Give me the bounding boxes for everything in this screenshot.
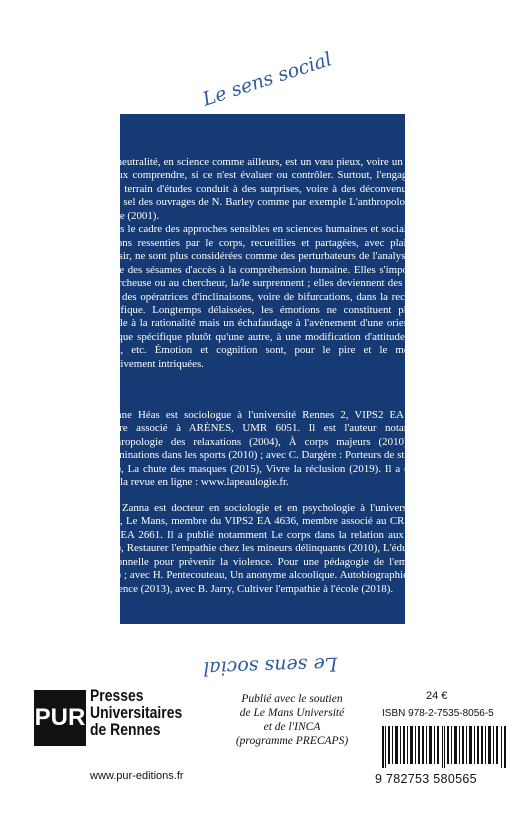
support-note-line1: Publié avec le soutien <box>241 693 343 705</box>
barcode <box>382 726 510 768</box>
publisher-name-line2: Universitaires <box>90 703 183 722</box>
author-bio-zanna: Omar Zanna est docteur en sociologie et en psychologie à l'université du Maine, Le Mans, membre du VIPS2 EA 4636, membre associé au CREN-Le Mans EA 2661. Il a publié notamment Le corps dans la relation aux autres (2015), Restaurer l'empathie chez les mineurs délinquants (2010), L'éducation émotionnelle pour prévenir la violence. Pour une pédagogie de l'empathie (2019) ; avec H. Pentecouteau, Un anonyme alcoolique. Autobiographie d'une abstinence (2013), avec B. Jarry, Cultiver l'empathie à l'école (2018). <box>92 501 434 595</box>
price: 24 € <box>426 690 448 702</box>
publisher-name-line1: Presses <box>90 686 144 705</box>
author-bio-1 <box>92 398 434 501</box>
support-note <box>222 692 362 748</box>
summary-paragraph-2: Dans le cadre des approches sensibles en sciences humaines et sociales, les émotions ressenties par le corps, recueillies et partagées, avec plaisir ou déplaisir, ne sont plus considérées comme des perturbateurs de l'analyse mais comme des sésames d'accès à la compréhension humaine. Elles s'imposent à la chercheuse ou au chercheur, la/le surprennent ; elles deviennent des guides utiles, des opératrices d'inclinaisons, voire de bifurcations, dans la recherche scientifique. Longtemps délaissées, les émotions ne constituent plus un obstacle à la rationalité mais un échafaudage à l'avènement d'une orientation théorique spécifique plutôt qu'une autre, à une modification d'attitude sur le terrain, etc. Émotion et cognition sont, pour le pire et le meilleur, définitivement intriquées. <box>92 223 434 370</box>
support-note-line3: et de l'INCA <box>263 721 321 733</box>
pur-logo: PUR <box>34 690 86 746</box>
publisher-name <box>90 686 183 739</box>
publisher-website: www.pur-editions.fr <box>90 770 184 782</box>
author-bio-heas: Stéphane Héas est sociologue à l'université Rennes 2, VIPS2 EA 4636, membre associé à ARÈNES, UMR 6051. Il est l'auteur notamment d'Anthropologie des relaxations (2004), À corps majeurs (2010), Les discriminations dans les sports (2010) ; avec C. Dargère : Porteurs de stigmate (2014), La chute des masques (2015), Vivre la réclusion (2019). Il a créé et dirige la revue en ligne : www.lapeaulogie.fr. <box>92 408 434 489</box>
isbn: ISBN 978-2-7535-8056-5 <box>382 708 494 719</box>
summary-text <box>92 156 434 371</box>
summary-paragraph-1: La neutralité, en science comme ailleurs, est un vœu pieux, voire un leurre, à mieux comprendre, si ce n'est évaluer ou contrôler. Surtout, l'engagement sur un terrain d'études conduit à des surprises, voire à des déconvenues qui font le sel des ouvrages de N. Barley comme par exemple L'anthropologue en déroute (2001). <box>92 156 434 222</box>
barcode-number: 9 782753 580565 <box>375 772 477 786</box>
series-logo-top: Le sens social <box>199 48 335 111</box>
support-note-line4: (programme PRECAPS) <box>235 735 349 747</box>
author-bio-2 <box>92 491 434 607</box>
support-note-line2: de Le Mans Université <box>239 707 345 719</box>
series-logo-bottom: Le sens social <box>202 652 338 680</box>
publisher-name-line3: de Rennes <box>90 720 161 739</box>
